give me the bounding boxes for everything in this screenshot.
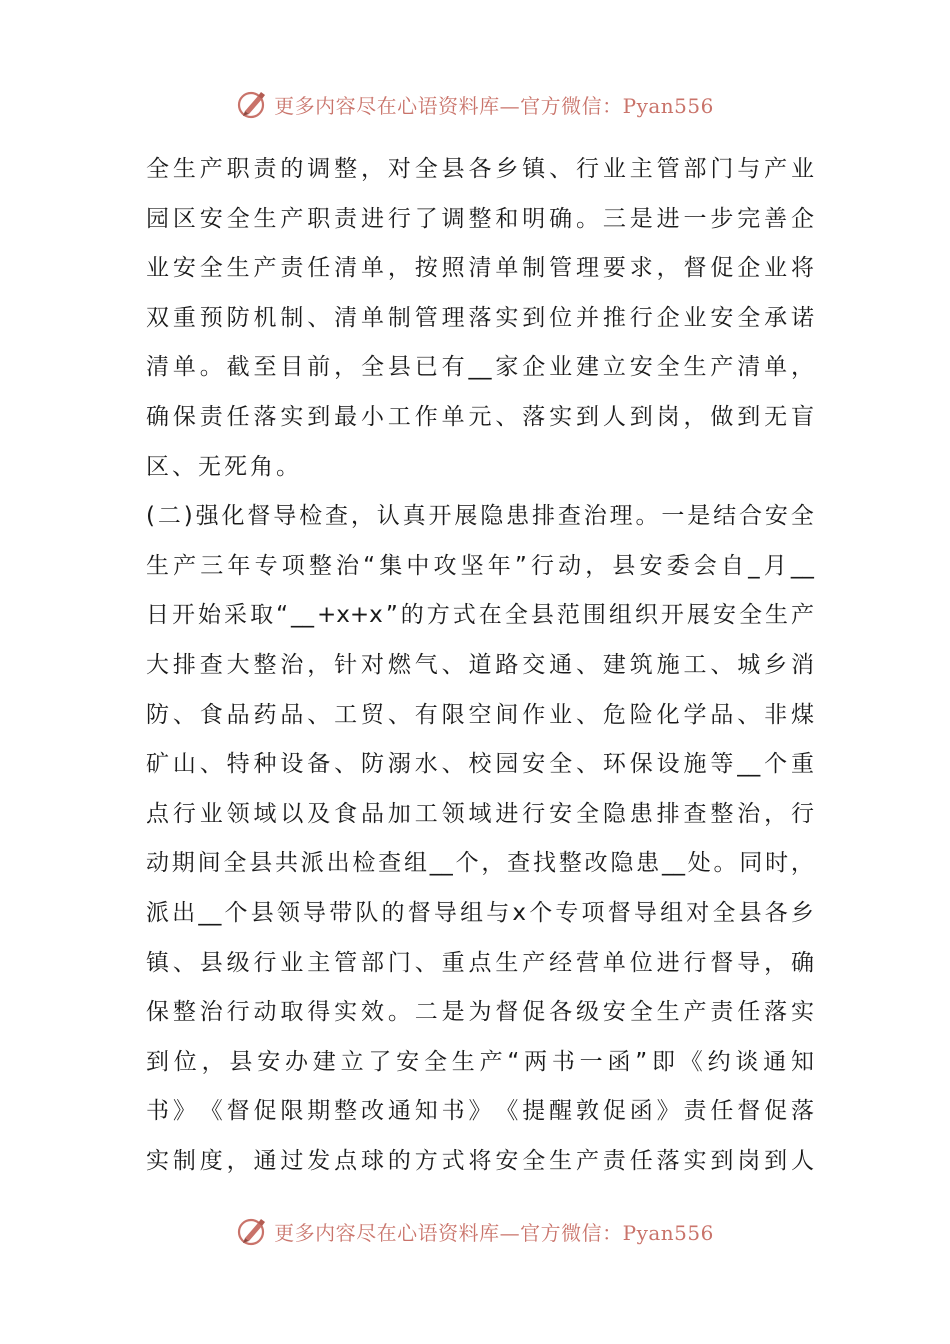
text-line: 清 单 。 截 至 目 前 ， 全 县 已 有 __ 家 企 业 建 立 安 全 生 产 清 单 ， — [146, 354, 814, 381]
text-line: 实 制 度 ， 通 过 发 点 球 的 方 式 将 安 全 生 产 责 任 落 实 到 岗 到 人 — [146, 1147, 814, 1174]
pen-seal-icon — [236, 1214, 270, 1248]
text-line: 确 保 责 任 落 实 到 最 小 工 作 单 元 、 落 实 到 人 到 岗 ， 做 到 无 盲 — [146, 403, 814, 430]
document-body — [146, 145, 814, 1186]
text-line: 防 、 食 品 药 品 、 工 贸 、 有 限 空 间 作 业 、 危 险 化 学 品 、 非 煤 — [146, 701, 814, 728]
text-line: 业 安 全 生 产 责 任 清 单 ， 按 照 清 单 制 管 理 要 求 ， 督 促 企 业 将 — [146, 255, 814, 282]
text-line: 动 期 间 全 县 共 派 出 检 查 组 __ 个 ， 查 找 整 改 隐 患 __ 处 。 同 时 ， — [146, 850, 814, 877]
text-line: 区、无死角。 — [146, 453, 302, 480]
text-line: ( 二 ) 强 化 督 导 检 查 ， 认 真 开 展 隐 患 排 查 治 理 。 一 是 结 合 安 全 — [146, 503, 814, 530]
text-line: 大 排 查 大 整 治 ， 针 对 燃 气 、 道 路 交 通 、 建 筑 施 工 、 城 乡 消 — [146, 651, 814, 678]
watermark-text: 更多内容尽在心语资料库—官方微信：Pyan556 — [274, 93, 714, 118]
text-line: 生 产 三 年 专 项 整 治 “ 集 中 攻 坚 年 ” 行 动 ， 县 安 委 会 自 _ 月 __ — [146, 552, 814, 579]
text-line: 到 位 ， 县 安 办 建 立 了 安 全 生 产 “ 两 书 一 函 ” 即 《 约 谈 通 知 — [146, 1048, 814, 1075]
text-line: 派 出 __ 个 县 领 导 带 队 的 督 导 组 与 x 个 专 项 督 导 组 对 全 县 各 乡 — [146, 899, 814, 926]
text-line: 全 生 产 职 责 的 调 整 ， 对 全 县 各 乡 镇 、 行 业 主 管 部 门 与 产 业 — [146, 156, 814, 182]
text-line: 双 重 预 防 机 制 、 清 单 制 管 理 落 实 到 位 并 推 行 企 业 安 全 承 诺 — [146, 304, 814, 331]
header-watermark — [0, 82, 950, 126]
text-line: 矿 山 、 特 种 设 备 、 防 溺 水 、 校 园 安 全 、 环 保 设 施 等 __ 个 重 — [146, 751, 814, 778]
pen-seal-icon — [236, 87, 270, 121]
text-line: 日 开 始 采 取 “ __ +x+x ” 的 方 式 在 全 县 范 围 组 织 开 展 安 全 生 产 — [146, 602, 814, 629]
text-line: 点 行 业 领 域 以 及 食 品 加 工 领 域 进 行 安 全 隐 患 排 查 整 治 ， 行 — [146, 800, 814, 827]
text-line: 书 》 《 督 促 限 期 整 改 通 知 书 》 《 提 醒 敦 促 函 》 责 任 督 促 落 — [146, 1098, 814, 1125]
text-line: 镇 、 县 级 行 业 主 管 部 门 、 重 点 生 产 经 营 单 位 进 行 督 导 ， 确 — [146, 949, 814, 976]
text-line: 园 区 安 全 生 产 职 责 进 行 了 调 整 和 明 确 。 三 是 进 一 步 完 善 企 — [146, 205, 814, 232]
footer-watermark — [0, 1209, 950, 1253]
watermark-text: 更多内容尽在心语资料库—官方微信：Pyan556 — [274, 1220, 714, 1245]
text-line: 保 整 治 行 动 取 得 实 效 。 二 是 为 督 促 各 级 安 全 生 产 责 任 落 实 — [146, 999, 814, 1026]
